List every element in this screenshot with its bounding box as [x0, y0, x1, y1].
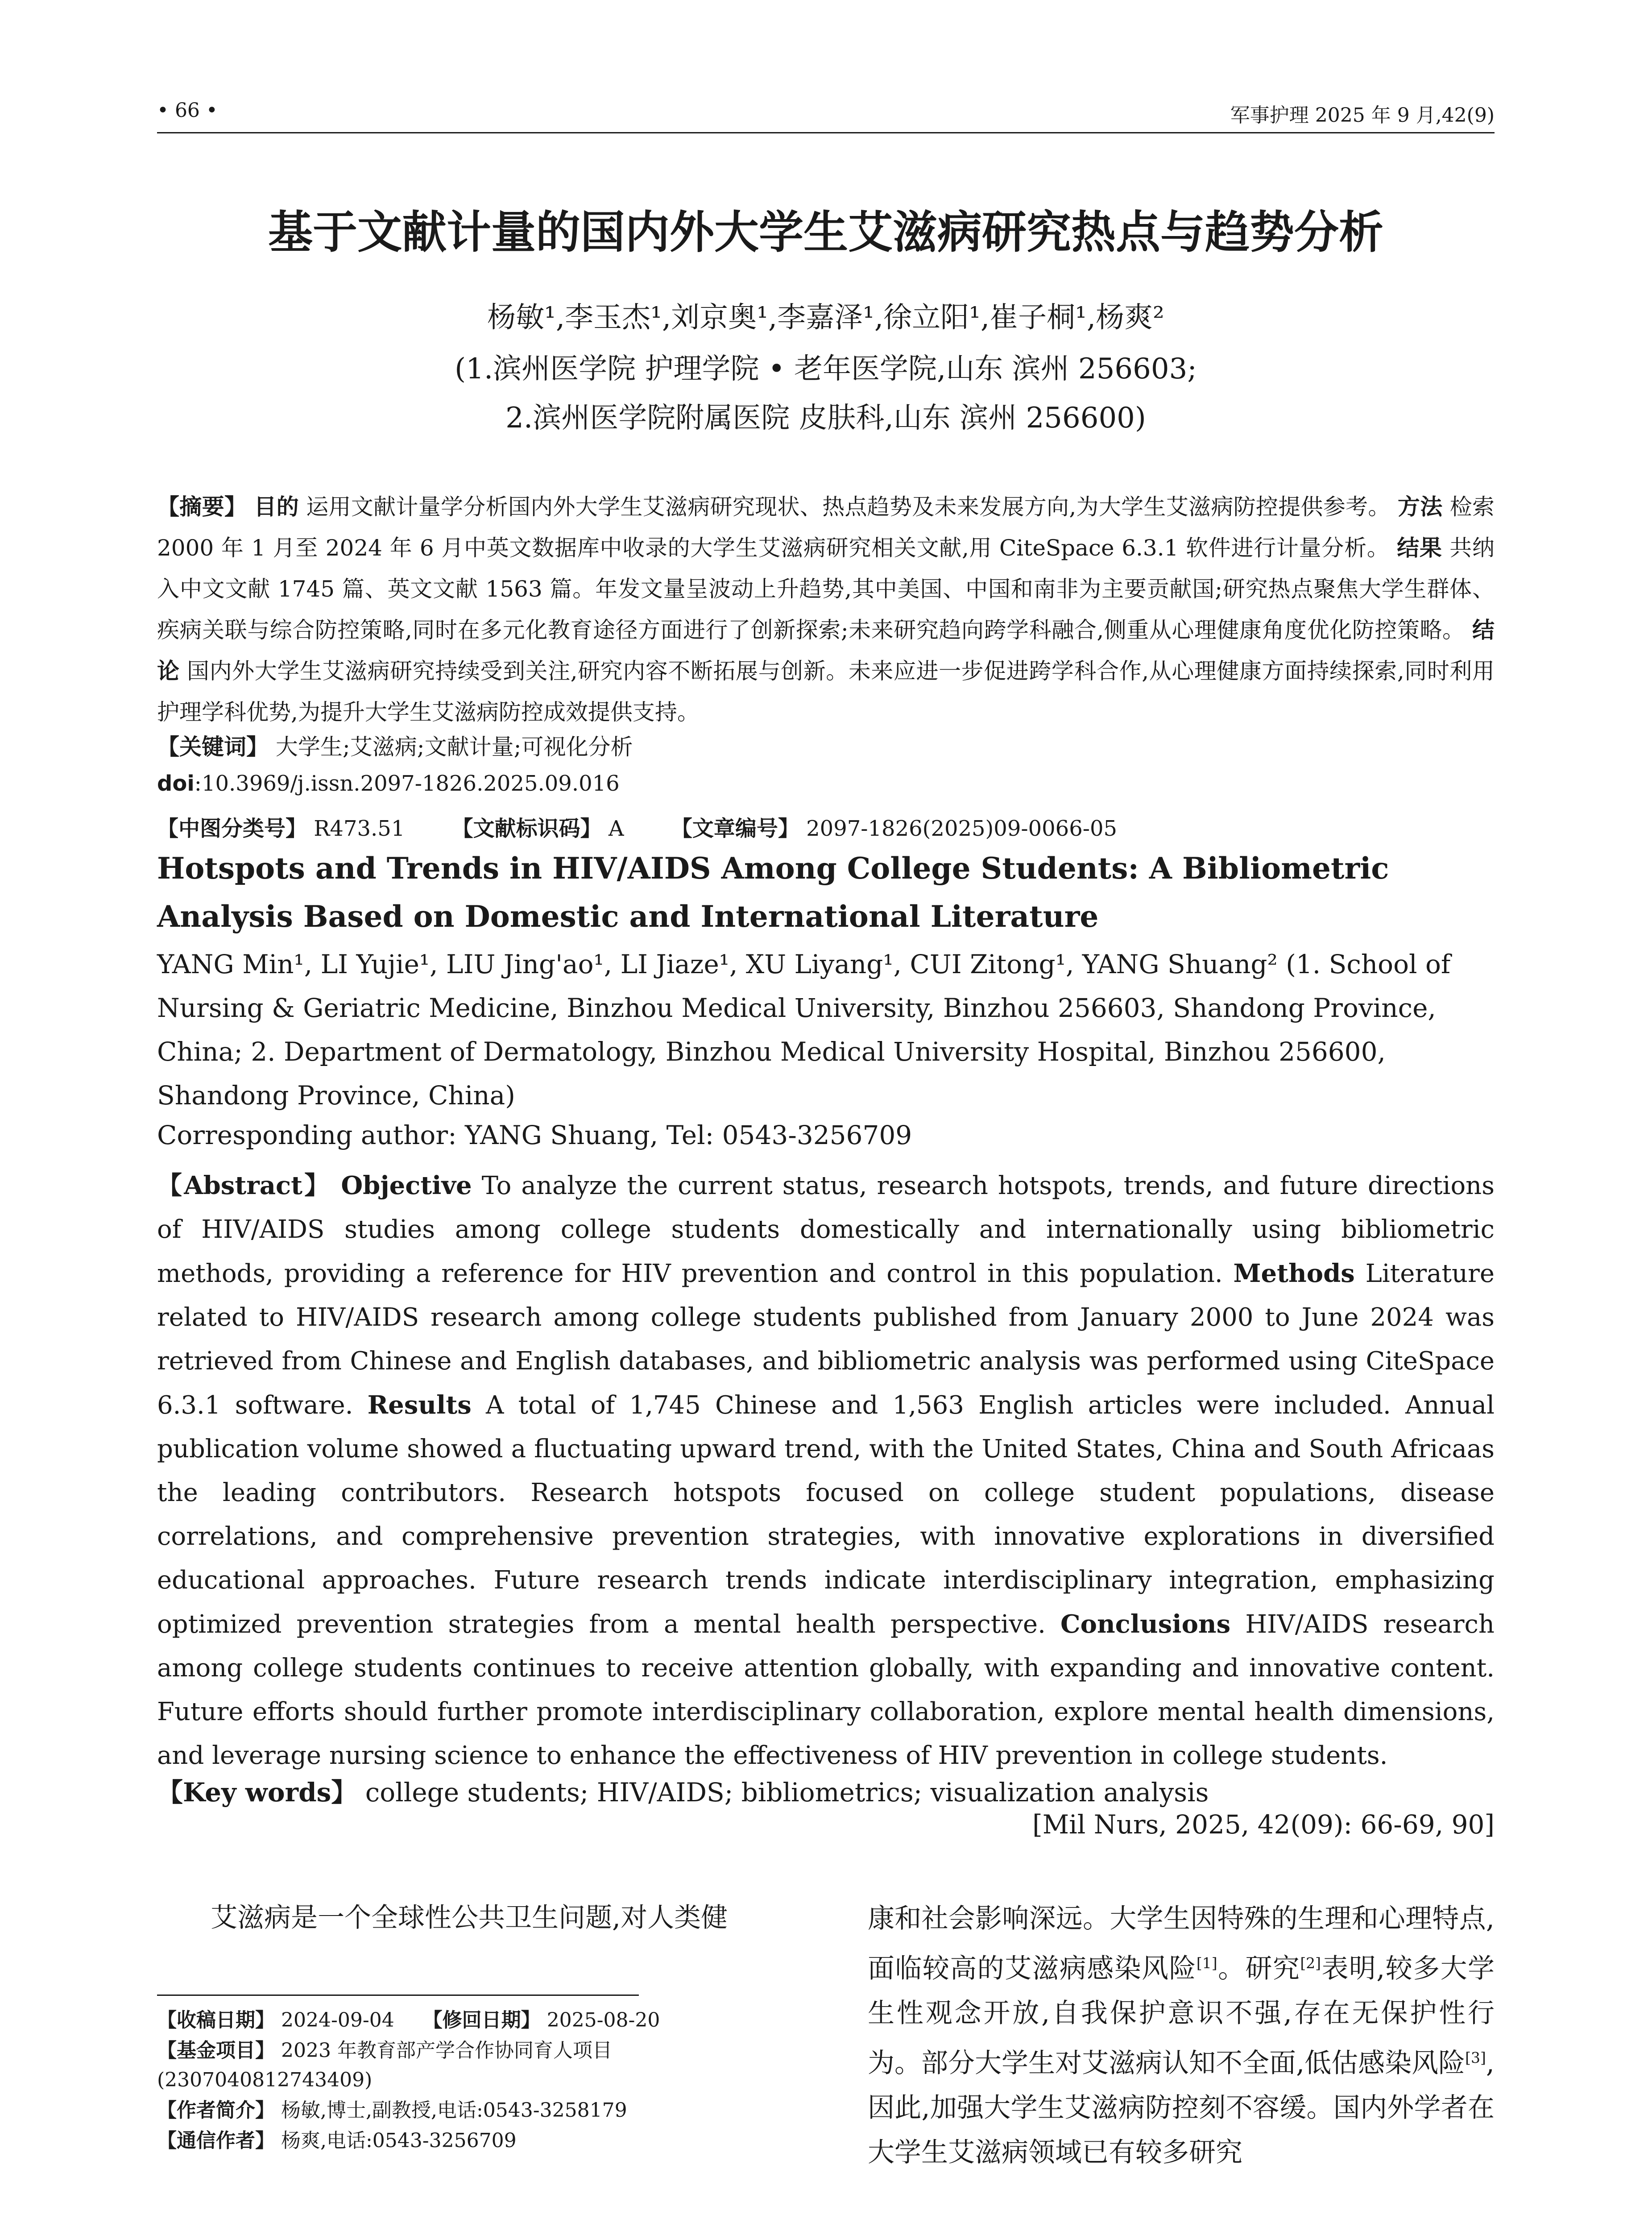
conclusion-cn-label: 结论 [157, 617, 1495, 684]
objective-cn-label: 目的 [254, 494, 299, 520]
keywords-en-value: college students; HIV/AIDS; bibliometrics; visualization analysis [365, 1777, 1209, 1808]
corresponding-cn-value: 杨爽,电话:0543-3256709 [281, 2129, 517, 2152]
methods-cn-label: 方法 [1397, 494, 1443, 520]
ref-1[interactable]: [1] [1196, 1954, 1217, 1972]
doc-code-label: 【文献标识码】 [451, 816, 602, 841]
objective-cn: 运用文献计量学分析国内外大学生艾滋病研究现状、热点趋势及未来发展方向,为大学生艾滋病防控提供参考。 [306, 494, 1391, 520]
footnote-dates [157, 2006, 804, 2035]
doi [157, 771, 1495, 796]
fund-label: 【基金项目】 [157, 2039, 275, 2062]
affiliation-cn-2: 2.滨州医学院附属医院 皮肤科,山东 滨州 256600) [505, 402, 1146, 435]
affiliation-cn-1: (1.滨州医学院 护理学院 • 老年医学院,山东 滨州 256603; [455, 352, 1197, 386]
revised-label: 【修回日期】 [422, 2009, 541, 2032]
results-cn: 共纳入中文文献 1745 篇、英文文献 1563 篇。年发文量呈波动上升趋势,其中美国、中国和南非为主要贡献国;研究热点聚焦大学生群体、疾病关联与综合防控策略,同时在多元化教育途径方面进行了创新探索;未来研究趋向跨学科融合,侧重从心理健康角度优化防控策略。 [157, 535, 1495, 643]
methods-en-label: Methods [1233, 1259, 1355, 1288]
page-number: • 66 • [157, 99, 218, 122]
english-title: Hotspots and Trends in HIV/AIDS Among College Students: A Bibliometric Analysis Based on Domestic and International Literature [157, 851, 1389, 934]
footnote-corresponding [157, 2126, 804, 2156]
header-rule [157, 132, 1495, 133]
results-en: A total of 1,745 Chinese and 1,563 English articles were included. Annual publication volume showed a fluctuating upward trend, with the United States, China and South Africaas the leading contributors. Research hotspots focused on college student populations, disease correlations, and comprehensive prevention strategies, with innovative explorations in diversified educational approaches. Future research trends indicate interdisciplinary integration, emphasizing optimized prevention strategies from a mental health perspective. [157, 1391, 1495, 1639]
revised-date: 2025-08-20 [547, 2009, 660, 2032]
english-authors: YANG Min¹, LI Yujie¹, LIU Jing'ao¹, LI Jiaze¹, XU Liyang¹, CUI Zitong¹, YANG Shuang² (1. School of Nursing & Geriatric Medicine, Binzhou Medical University, Binzhou 256603, Shandong Province, China; 2. Department of Dermatology, Binzhou Medical University Hospital, Binzhou 256600, Shandong Province, China) [157, 949, 1451, 1111]
page-title: 基于文献计量的国内外大学生艾滋病研究热点与趋势分析 [268, 206, 1383, 258]
clc-value: R473.51 [314, 816, 405, 841]
body-text-right [868, 1896, 1495, 2175]
results-en-label: Results [367, 1390, 472, 1420]
conclusion-cn: 国内外大学生艾滋病研究持续受到关注,研究内容不断拓展与创新。未来应进一步促进跨学科合作,从心理健康方面持续探索,同时利用护理学科优势,为提升大学生艾滋病防控成效提供支持。 [157, 658, 1495, 725]
author-bio-value: 杨敏,博士,副教授,电话:0543-3258179 [281, 2099, 627, 2122]
body-right-p2: 。研究 [1217, 1953, 1300, 1984]
methods-en: Literature related to HIV/AIDS research among college students published from January 2000 to June 2024 was retrieved from Chinese and English databases, and bibliometric analysis was performed using CiteSpace 6.3.1 software. [157, 1259, 1495, 1420]
methods-cn: 检索 2000 年 1 月至 2024 年 6 月中英文数据库中收录的大学生艾滋病研究相关文献,用 CiteSpace 6.3.1 软件进行计量分析。 [157, 494, 1495, 561]
body-text-left: 艾滋病是一个全球性公共卫生问题,对人类健 [211, 1902, 728, 1933]
objective-en: To analyze the current status, research hotspots, trends, and future directions of HIV/AIDS studies among college students domestically and internationally using bibliometric methods, providing a reference for HIV prevention and control in this population. [157, 1171, 1495, 1288]
keywords-en [157, 1771, 1495, 1809]
body-right-p1: 康和社会影响深远。大学生因特殊的生理和心理特点,面临较高的艾滋病感染风险 [868, 1903, 1495, 1984]
doi-value: :10.3969/j.issn.2097-1826.2025.09.016 [194, 771, 620, 796]
citation: [Mil Nurs, 2025, 42(09): 66-69, 90] [1032, 1809, 1495, 1840]
abstract-cn [157, 486, 1495, 733]
ref-3[interactable]: [3] [1465, 2049, 1486, 2066]
keywords-en-label: 【Key words】 [157, 1777, 357, 1808]
footnote-rule [157, 1995, 639, 1996]
journal-info: 军事护理 2025 年 9 月,42(9) [1230, 104, 1495, 127]
author-bio-label: 【作者简介】 [157, 2099, 275, 2122]
corresponding-author-en: Corresponding author: YANG Shuang, Tel: 0543-3256709 [157, 1120, 912, 1150]
ref-2[interactable]: [2] [1300, 1954, 1321, 1972]
footnote-fund [157, 2036, 804, 2095]
classification [157, 811, 1495, 842]
body-right-p4: ,因此,加强大学生艾滋病防控刻不容缓。国内外学者在大学生艾滋病领域已有较多研究 [868, 2048, 1495, 2168]
abstract-en-label: 【Abstract】 [157, 1171, 331, 1200]
keywords-cn-value: 大学生;艾滋病;文献计量;可视化分析 [275, 734, 633, 760]
conclusions-en: HIV/AIDS research among college students continues to receive attention globally, with expanding and innovative content. Future efforts should further promote interdisciplinary collaboration, explore mental health dimensions, and leverage nursing science to enhance the effectiveness of HIV prevention in college students. [157, 1610, 1495, 1770]
keywords-cn-label: 【关键词】 [157, 734, 269, 760]
authors-cn: 杨敏¹,李玉杰¹,刘京奥¹,李嘉泽¹,徐立阳¹,崔子桐¹,杨爽² [487, 301, 1164, 334]
clc-label: 【中图分类号】 [157, 816, 307, 841]
results-cn-label: 结果 [1397, 535, 1442, 561]
footnote-author [157, 2096, 804, 2125]
abstract-cn-label: 【摘要】 [157, 494, 247, 520]
doc-code-value: A [608, 816, 624, 841]
abstract-en [157, 1164, 1495, 1778]
objective-en-label: Objective [341, 1171, 472, 1200]
doi-label: doi [157, 771, 195, 796]
body-right-p3: 表明,较多大学生性观念开放,自我保护意识不强,存在无保护性行为。部分大学生对艾滋病认知不全面,低估感染风险 [868, 1953, 1495, 2079]
article-number-label: 【文章编号】 [671, 816, 799, 841]
corresponding-cn-label: 【通信作者】 [157, 2129, 275, 2152]
received-label: 【收稿日期】 [157, 2009, 275, 2032]
article-number-value: 2097-1826(2025)09-0066-05 [806, 816, 1118, 841]
fund-value: 2023 年教育部产学合作协同育人项目(2307040812743409) [157, 2039, 612, 2091]
keywords-cn [157, 729, 1495, 761]
conclusions-en-label: Conclusions [1060, 1609, 1231, 1639]
received-date: 2024-09-04 [281, 2009, 394, 2032]
